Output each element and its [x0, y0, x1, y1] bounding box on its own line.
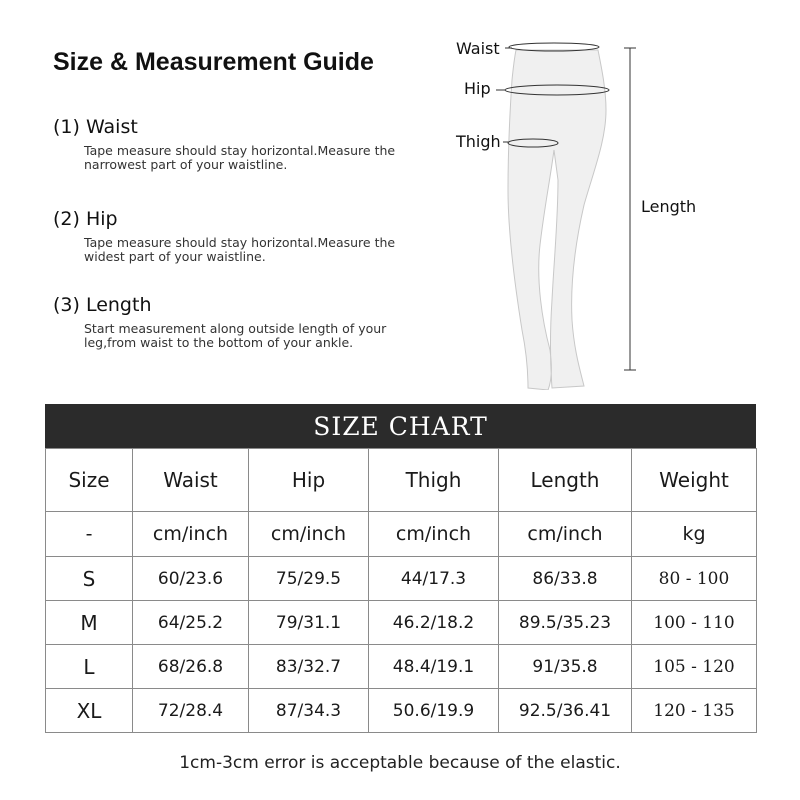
- hip-cell: 75/29.5: [249, 557, 369, 601]
- column-header: Hip: [249, 449, 369, 512]
- column-header: Thigh: [369, 449, 499, 512]
- hip-description: Tape measure should stay horizontal.Measure the widest part of your waistline.: [84, 235, 396, 264]
- leggings-silhouette: [508, 50, 606, 390]
- length-cell: 92.5/36.41: [499, 689, 632, 733]
- size-cell: S: [46, 557, 133, 601]
- column-header: Weight: [632, 449, 757, 512]
- weight-cell: 80 - 100: [632, 557, 757, 601]
- footnote: 1cm-3cm error is acceptable because of the elastic.: [179, 753, 621, 773]
- hip-cell: 83/32.7: [249, 645, 369, 689]
- size-chart-title: SIZE CHART: [45, 404, 756, 448]
- thigh-cell: 46.2/18.2: [369, 601, 499, 645]
- table-row: [46, 601, 757, 645]
- weight-cell: 120 - 135: [632, 689, 757, 733]
- hip-heading: (2) Hip: [53, 208, 118, 230]
- hip-cell: 79/31.1: [249, 601, 369, 645]
- length-heading: (3) Length: [53, 294, 152, 316]
- length-cell: 86/33.8: [499, 557, 632, 601]
- column-header: Waist: [133, 449, 249, 512]
- length-cell: 89.5/35.23: [499, 601, 632, 645]
- unit-cell: cm/inch: [499, 512, 632, 557]
- page-title: Size & Measurement Guide: [53, 48, 374, 76]
- length-label: Length: [641, 197, 697, 216]
- table-row: [46, 557, 757, 601]
- waist-cell: 64/25.2: [133, 601, 249, 645]
- hip-label: Hip: [464, 79, 491, 98]
- size-cell: M: [46, 601, 133, 645]
- length-section: [53, 294, 414, 350]
- units-row: [46, 512, 757, 557]
- waist-cell: 60/23.6: [133, 557, 249, 601]
- unit-cell: cm/inch: [249, 512, 369, 557]
- waist-description: Tape measure should stay horizontal.Measure the narrowest part of your waistline.: [84, 143, 396, 172]
- hip-cell: 87/34.3: [249, 689, 369, 733]
- waist-cell: 72/28.4: [133, 689, 249, 733]
- waist-cell: 68/26.8: [133, 645, 249, 689]
- waist-heading: (1) Waist: [53, 116, 138, 138]
- unit-cell: cm/inch: [369, 512, 499, 557]
- size-cell: XL: [46, 689, 133, 733]
- thigh-label: Thigh: [456, 132, 501, 151]
- thigh-cell: 50.6/19.9: [369, 689, 499, 733]
- column-header: Size: [46, 449, 133, 512]
- waist-label: Waist: [456, 39, 500, 58]
- waist-section: [53, 116, 414, 172]
- table-row: [46, 645, 757, 689]
- weight-cell: 100 - 110: [632, 601, 757, 645]
- unit-cell: cm/inch: [133, 512, 249, 557]
- size-cell: L: [46, 645, 133, 689]
- length-cell: 91/35.8: [499, 645, 632, 689]
- length-description: Start measurement along outside length of your leg,from waist to the bottom of your ankle.: [84, 321, 387, 350]
- unit-cell: kg: [632, 512, 757, 557]
- table-row: [46, 689, 757, 733]
- column-header: Length: [499, 449, 632, 512]
- weight-cell: 105 - 120: [632, 645, 757, 689]
- thigh-cell: 44/17.3: [369, 557, 499, 601]
- size-chart-table: [45, 448, 757, 733]
- thigh-cell: 48.4/19.1: [369, 645, 499, 689]
- hip-section: [53, 208, 414, 264]
- unit-cell: -: [46, 512, 133, 557]
- length-dimension-line: [624, 48, 636, 370]
- table-header-row: [46, 449, 757, 512]
